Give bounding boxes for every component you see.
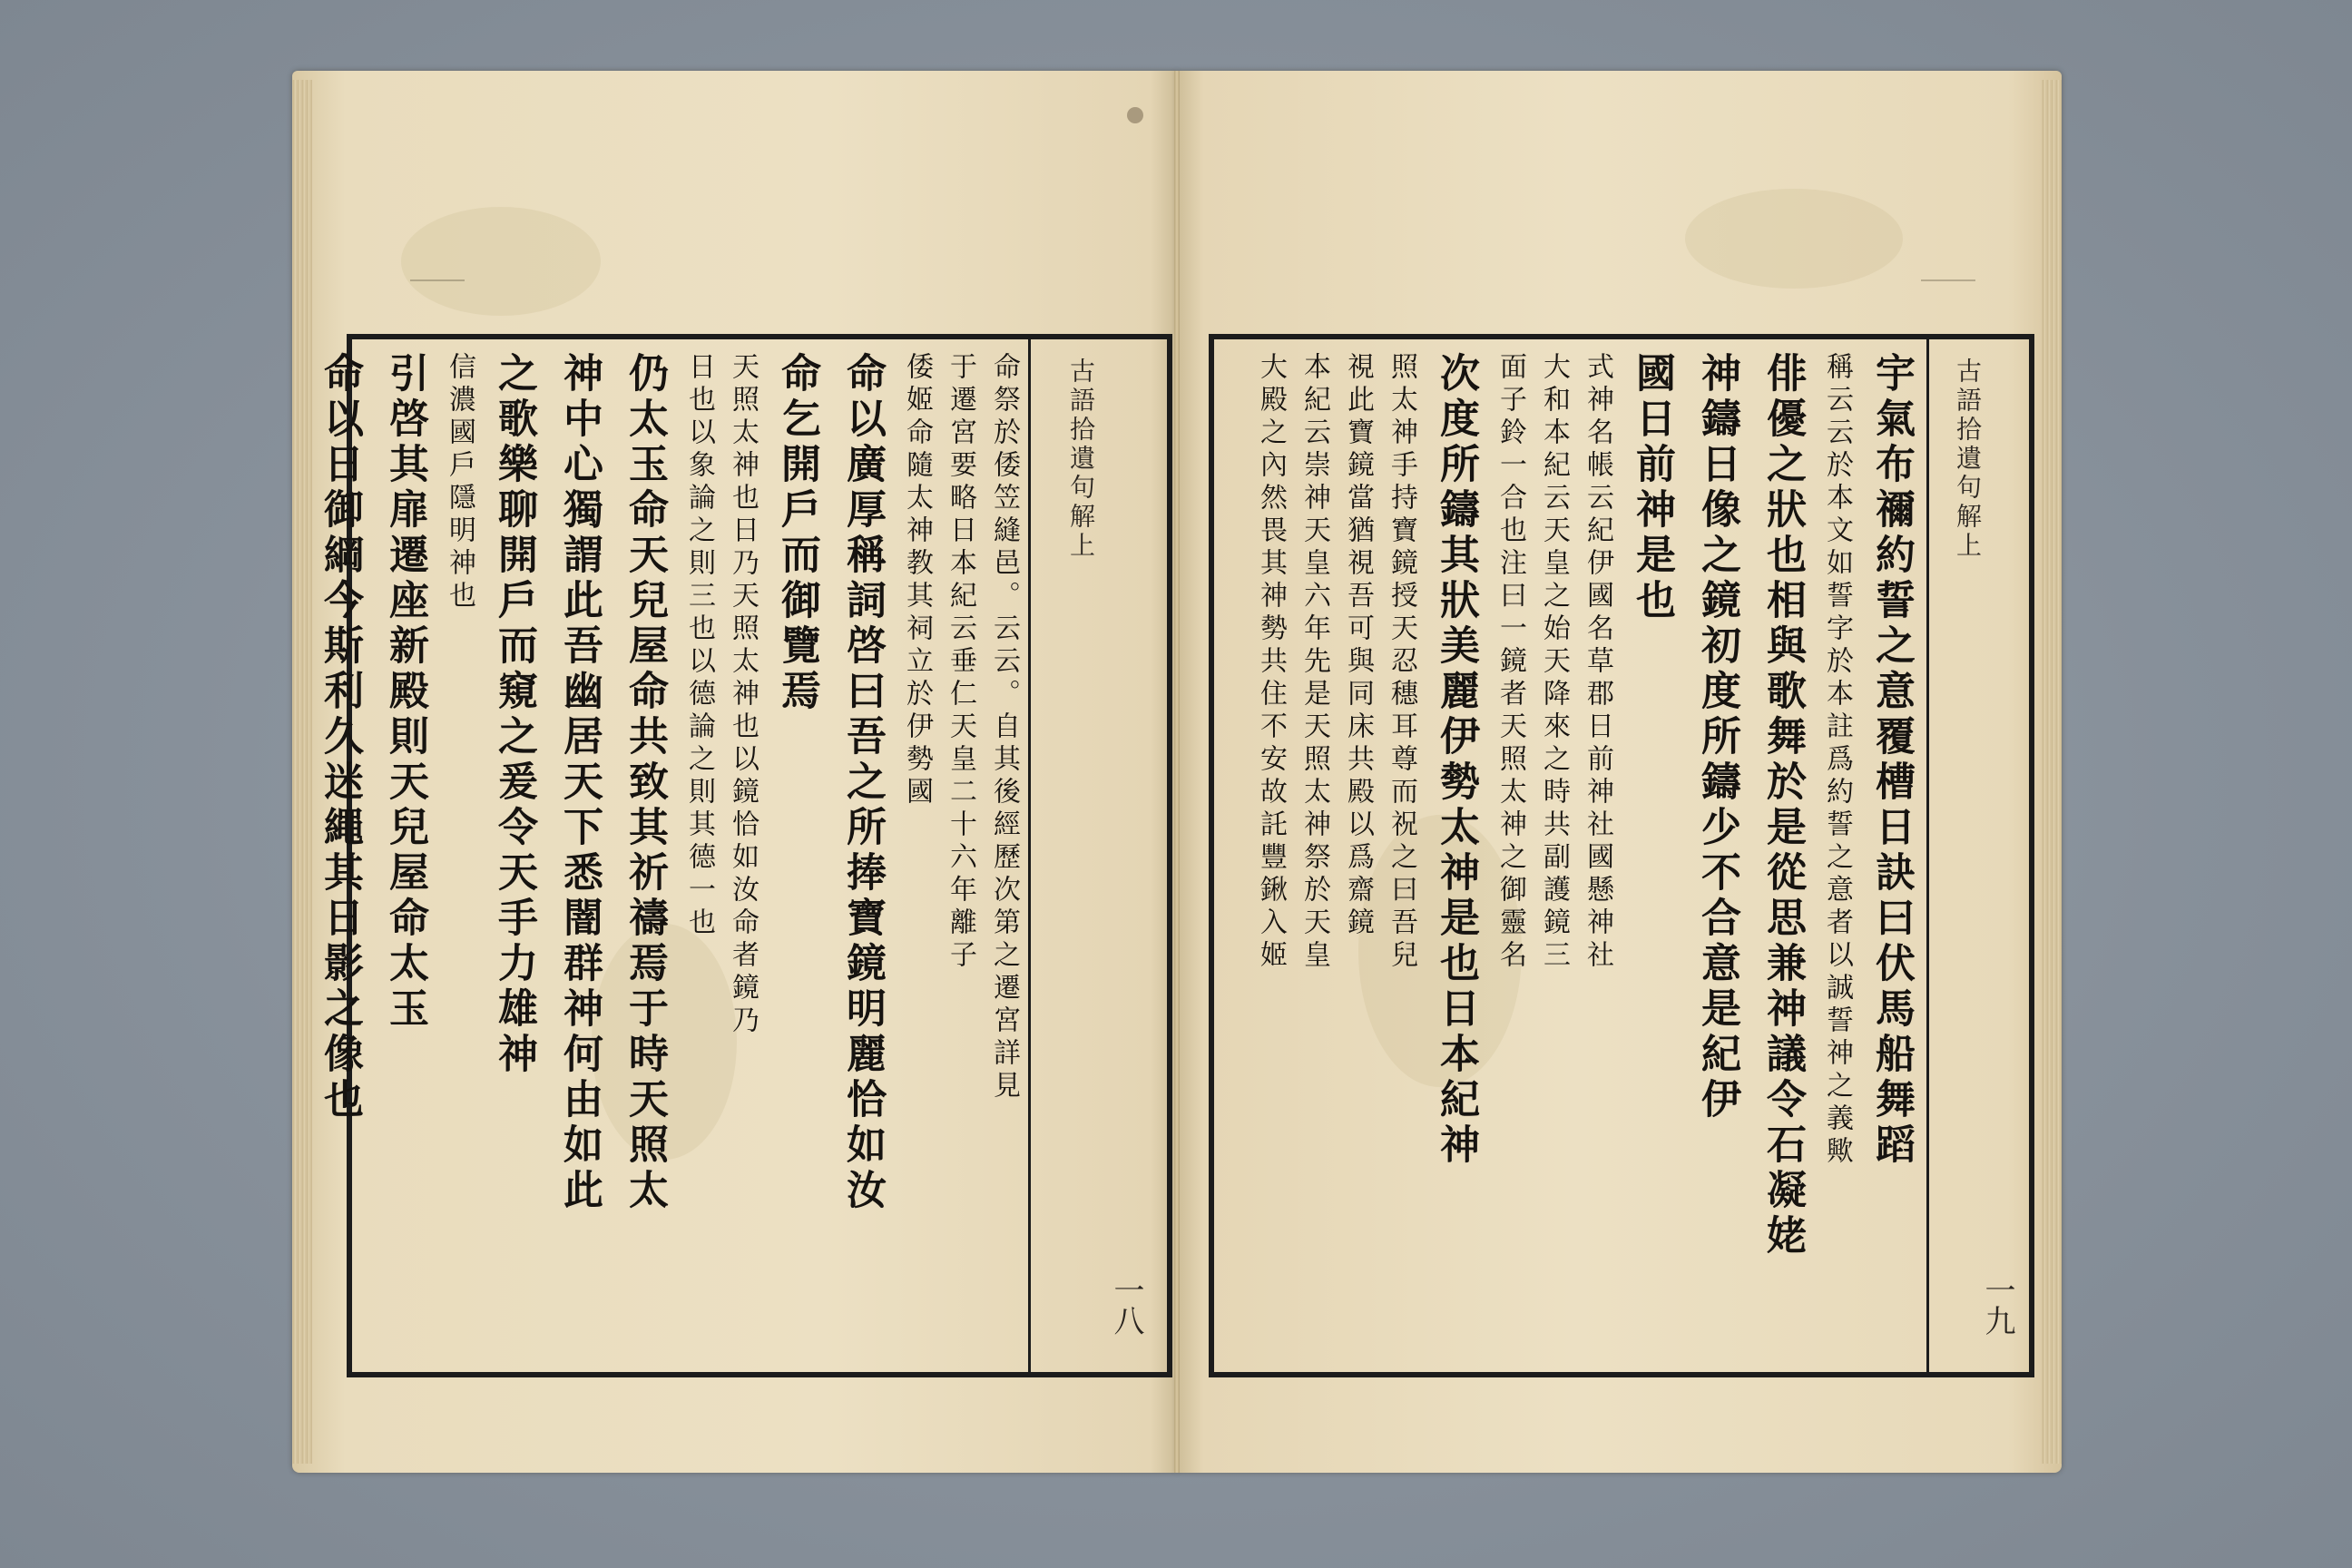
text-column: 宇氣布禰約誓之意覆槽日訣曰伏馬船舞蹈 <box>1868 352 1915 1169</box>
worm-hole <box>1127 107 1143 123</box>
text-column: 命乞開戶而御覽焉 <box>774 352 820 715</box>
text-column: 次度所鑄其狀美麗伊勢太神是也日本紀神 <box>1433 352 1479 1169</box>
text-column: 國日前神是也 <box>1629 352 1675 624</box>
text-column: 視此寶鏡當猶視吾可與同床共殿以爲齋鏡 <box>1342 352 1374 940</box>
text-column: 天照太神也日乃天照太神也以鏡恰如汝命者鏡乃 <box>727 352 759 1038</box>
running-title: 古語拾遺句解上 <box>1953 358 1983 561</box>
text-column: 倭姬命隨太神教其祠立於伊勢國 <box>901 352 933 809</box>
text-column: 神鑄日像之鏡初度所鑄少不合意是紀伊 <box>1694 352 1740 1123</box>
text-column: 俳優之狀也相與歌舞於是從思兼神議令石凝姥 <box>1759 352 1806 1259</box>
text-column: 之歌樂聊開戶而窺之爰令天手力雄神 <box>491 352 537 1078</box>
text-column: 命以廣厚稱詞啓曰吾之所捧寶鏡明麗恰如汝 <box>839 352 886 1214</box>
text-column: 神中心獨謂此吾幽居天下悉闇群神何由如此 <box>556 352 603 1214</box>
paper-stain <box>401 207 601 316</box>
text-column: 仍太玉命天兒屋命共致其祈禱焉于時天照太 <box>622 352 668 1214</box>
running-title: 古語拾遺句解上 <box>1066 358 1096 561</box>
book-spine <box>1174 71 1180 1473</box>
text-column: 面子鈴一合也注曰一鏡者天照太神之御靈名 <box>1494 352 1526 973</box>
paper-stain <box>1685 189 1903 289</box>
right-text-frame <box>1209 334 2034 1377</box>
text-column: 稱云云於本文如誓字於本註爲約誓之意者以誠誓神之義歟 <box>1821 352 1853 1169</box>
right-page <box>1177 71 2062 1473</box>
text-column: 命以日御綱今斯利久迷繩其日影之像也 <box>317 352 363 1123</box>
text-column: 日也以象論之則三也以德論之則其德一也 <box>683 352 715 940</box>
left-page-edge <box>292 80 312 1464</box>
page-number: 一九 <box>1979 1274 2015 1336</box>
text-column: 大和本紀云天皇之始天降來之時共副護鏡三 <box>1538 352 1570 973</box>
margin-rule <box>1926 339 1929 1372</box>
text-column: 信濃國戶隱明神也 <box>444 352 475 613</box>
text-column: 式神名帳云紀伊國名草郡日前神社國懸神社 <box>1582 352 1613 973</box>
margin-rule <box>1028 339 1031 1372</box>
text-column: 命祭於倭笠縫邑。云云。自其後經歷次第之遷宮詳見 <box>988 352 1020 1103</box>
text-column: 于遷宮要略日本紀云垂仁天皇二十六年離子 <box>945 352 976 973</box>
margin-mark <box>1921 279 1975 281</box>
right-text-body <box>1232 352 1920 1359</box>
left-text-frame <box>317 334 1172 1377</box>
right-page-edge <box>2042 80 2062 1464</box>
open-book <box>292 71 2062 1473</box>
text-column: 大殿之內然畏其神勢共住不安故託豐鍬入姬 <box>1255 352 1287 973</box>
text-column: 本紀云崇神天皇六年先是天照太神祭於天皇 <box>1298 352 1330 973</box>
margin-mark <box>410 279 465 281</box>
left-text-body <box>317 352 1022 1359</box>
left-page <box>292 71 1177 1473</box>
text-column: 照太神手持寶鏡授天忍穗耳尊而祝之曰吾兒 <box>1386 352 1417 973</box>
page-number: 一八 <box>1108 1274 1144 1336</box>
text-column: 引啓其扉遷座新殿則天兒屋命太玉 <box>382 352 428 1033</box>
